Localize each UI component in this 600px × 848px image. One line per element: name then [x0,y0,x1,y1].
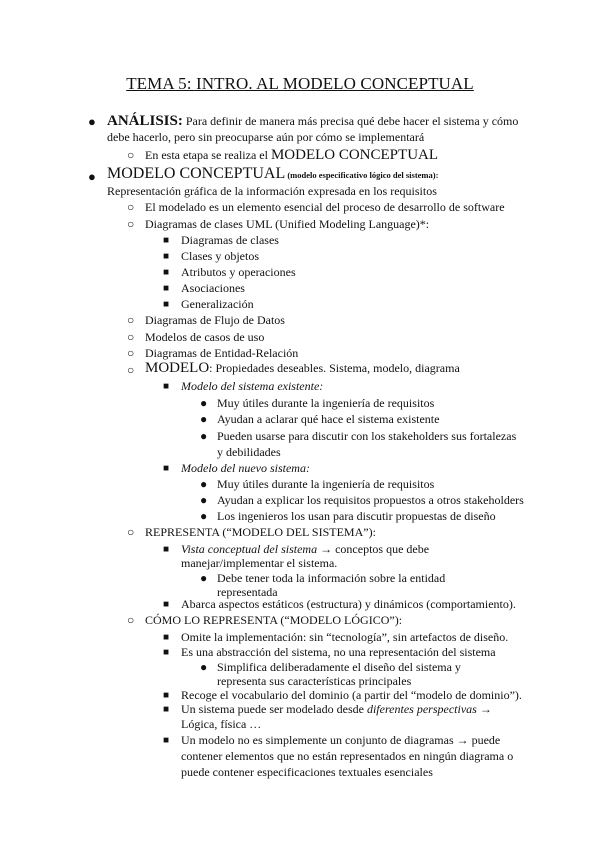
bullet-square-icon: ■ [163,599,170,610]
bullet-disc-icon: ● [200,493,208,507]
mc-heading: MODELO CONCEPTUAL [107,165,286,182]
etapa-text: En esta etapa se realiza el [145,148,271,162]
perspectivas-line [181,702,492,717]
uml-item: Generalización [181,297,254,311]
analisis-line-1 [107,114,518,129]
flujo-line: Diagramas de Flujo de Datos [145,313,285,327]
conjunto-line-1 [181,733,500,748]
como-line: CÓMO LO REPRESENTA (“MODELO LÓGICO”): [145,613,403,627]
bullet-circle-icon: ○ [127,148,135,162]
arrow-icon: → [456,733,469,747]
uml-item: Diagramas de clases [181,233,279,247]
modelo-big-text: MODELO [145,360,210,376]
toda-line-1: Debe tener toda la información sobre la entidad [217,571,446,585]
uml-item: Clases y objetos [181,249,259,263]
perspectivas-line-2: Lógica, física … [181,717,262,731]
bullet-square-icon: ■ [163,463,170,474]
analisis-line-2: debe hacerlo, pero sin preocuparse aún por cómo se implementará [107,130,425,144]
existente-item: Pueden usarse para discutir con los stakeholders sus fortalezas [217,429,517,443]
arrow-icon: → [320,542,333,556]
bullet-square-icon: ■ [163,632,170,643]
conjunto-line-3: puede contener especificaciones textuales esenciales [181,765,433,779]
modelo-line [145,361,460,376]
bullet-square-icon: ■ [163,381,170,392]
bullet-disc-icon: ● [200,412,208,426]
conjunto-text-end: puede [468,733,501,747]
uml-item: Asociaciones [181,281,245,295]
mc-definition: Representación gráfica de la información expresada en los requisitos [107,184,437,198]
simplifica-line-1: Simplifica deliberadamente el diseño del sistema y [217,660,461,674]
bullet-circle-icon: ○ [127,363,135,377]
bullet-disc-icon: ● [200,571,208,585]
existente-item-cont: y debilidades [217,445,281,459]
bullet-square-icon: ■ [163,544,170,555]
vista-line [181,542,429,557]
page-title: TEMA 5: INTRO. AL MODELO CONCEPTUAL [126,74,474,93]
uml-item: Atributos y operaciones [181,265,296,279]
bullet-disc-icon: ● [200,396,208,410]
bullet-square-icon: ■ [163,299,170,310]
recoge-line: Recoge el vocabulario del dominio (a partir del “modelo de dominio”). [181,688,522,702]
omite-line: Omite la implementación: sin “tecnología”, sin artefactos de diseño. [181,630,509,644]
representa-line: REPRESENTA (“MODELO DEL SISTEMA”): [145,525,376,539]
toda-line-2: representada [217,585,278,599]
bullet-circle-icon: ○ [127,313,135,327]
modelo-rest-text: : Propiedades deseables. Sistema, modelo, diagrama [209,361,460,375]
analisis-text: Para definir de manera más precisa qué debe hacer el sistema y cómo [182,114,519,128]
perspectivas-em-text: diferentes perspectivas [366,702,477,716]
abarca-line: Abarca aspectos estáticos (estructura) y dinámicos (comportamiento). [181,597,516,611]
bullet-disc-icon: ● [200,660,208,674]
uml-line: Diagramas de clases UML (Unified Modeling Language)*: [145,217,430,231]
bullet-square-icon: ■ [163,735,170,746]
conjunto-text: Un modelo no es simplemente un conjunto de diagramas [181,733,457,747]
bullet-circle-icon: ○ [127,200,135,214]
analisis-heading: ANÁLISIS: [107,113,183,129]
vista-line-2: manejar/implementar el sistema. [181,556,338,570]
bullet-square-icon: ■ [163,235,170,246]
nuevo-item: Ayudan a explicar los requisitos propuestos a otros stakeholders [217,493,524,507]
bullet-square-icon: ■ [163,267,170,278]
existente-heading: Modelo del sistema existente: [181,379,324,393]
bullet-circle-icon: ○ [127,346,135,360]
bullet-square-icon: ■ [163,251,170,262]
bullet-disc-icon: ● [88,114,96,129]
casos-line: Modelos de casos de uso [145,330,265,344]
vista-rest-text: conceptos que debe [332,542,430,556]
nuevo-heading: Modelo del nuevo sistema: [181,461,310,475]
bullet-circle-icon: ○ [127,613,135,627]
vista-em-text: Vista conceptual del sistema [181,542,318,556]
bullet-circle-icon: ○ [127,525,135,539]
etapa-big-text: MODELO CONCEPTUAL [270,147,439,163]
nuevo-item: Los ingenieros los usan para discutir propuestas de diseño [217,509,496,523]
conjunto-line-2: contener elementos que no están representados en ningún diagrama o [181,749,514,763]
bullet-disc-icon: ● [200,429,208,443]
etapa-line [145,148,438,163]
bullet-disc-icon: ● [200,477,208,491]
simplifica-line-2: representa sus características principales [217,674,412,688]
bullet-square-icon: ■ [163,283,170,294]
bullet-square-icon: ■ [163,704,170,715]
arrow-icon: → [479,702,492,716]
bullet-square-icon: ■ [163,690,170,701]
er-line: Diagramas de Entidad-Relación [145,346,299,360]
modelado-line: El modelado es un elemento esencial del proceso de desarrollo de software [145,200,505,214]
nuevo-item: Muy útiles durante la ingeniería de requisitos [217,477,435,491]
bullet-disc-icon: ● [88,169,96,184]
bullet-square-icon: ■ [163,647,170,658]
existente-item: Ayudan a aclarar qué hace el sistema existente [217,412,440,426]
mc-heading-line [107,166,438,183]
abstraccion-line: Es una abstracción del sistema, no una representación del sistema [181,645,496,659]
mc-subtitle: (modelo especificativo lógico del sistema): [285,170,439,180]
perspectivas-text: Un sistema puede ser modelado desde [181,702,367,716]
bullet-disc-icon: ● [200,509,208,523]
bullet-circle-icon: ○ [127,217,135,231]
bullet-circle-icon: ○ [127,330,135,344]
existente-item: Muy útiles durante la ingeniería de requisitos [217,396,435,410]
